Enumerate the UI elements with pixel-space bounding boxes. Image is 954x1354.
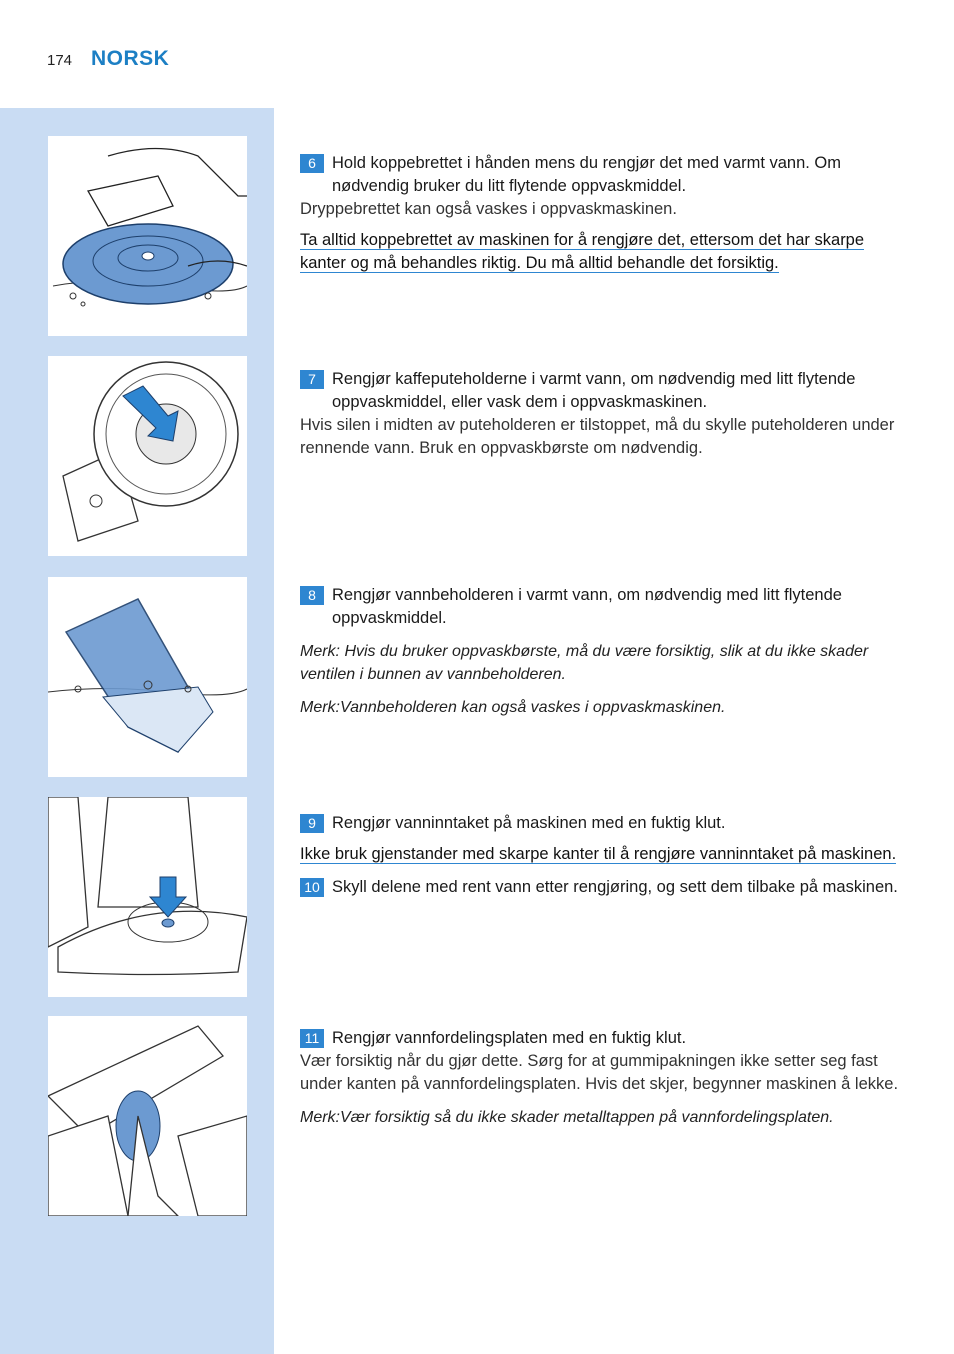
section-step-7	[300, 368, 910, 460]
warning-text: Ikke bruk gjenstander med skarpe kanter til å rengjøre vanninntaket på maskinen.	[300, 845, 897, 863]
figure-pointer	[247, 1028, 273, 1052]
warning-text: Ta alltid koppebrettet av maskinen for å rengjøre det, ettersom det har skarpe kanter og må behandles riktig. Du må alltid behandle det forsiktig.	[300, 231, 865, 272]
info-text: Hvis silen i midten av puteholderen er tilstoppet, må du skylle puteholderen under rennende vann. Bruk en oppvaskbørste om nødvendig.	[300, 416, 895, 457]
figure-pointer	[247, 152, 273, 176]
pad-holder-illustration	[48, 356, 247, 556]
step-text: Hold koppebrettet i hånden mens du rengjør det med varmt vann. Om nødvendig bruker du litt flytende oppvaskmiddel.	[332, 154, 842, 195]
note-text: Merk: Hvis du bruker oppvaskbørste, må du være forsiktig, slik at du ikke skader ventilen i bunnen av vannbeholderen.	[300, 643, 869, 683]
step-number-badge: 9	[300, 814, 324, 833]
water-inlet-illustration	[48, 797, 247, 997]
water-tank-illustration	[48, 577, 247, 777]
step-number-badge: 11	[300, 1029, 324, 1048]
step-text: Rengjør vannfordelingsplaten med en fuktig klut.	[332, 1029, 687, 1047]
section-step-6	[300, 152, 910, 275]
language-title: NORSK	[91, 47, 170, 70]
step-7	[300, 368, 910, 414]
step-11	[300, 1027, 910, 1050]
step-text: Skyll delene med rent vann etter rengjøring, og sett dem tilbake på maskinen.	[332, 878, 898, 896]
info-text: Dryppebrettet kan også vaskes i oppvaskmaskinen.	[300, 200, 677, 218]
step-number-badge: 10	[300, 878, 324, 897]
info-text: Vær forsiktig når du gjør dette. Sørg for at gummipakningen ikke setter seg fast under kanten på vannfordelingsplaten. Hvis det skjer, begynner maskinen å lekke.	[300, 1052, 899, 1093]
section-step-11	[300, 1027, 910, 1129]
section-step-8	[300, 584, 910, 719]
step-number-badge: 7	[300, 370, 324, 389]
step-number-badge: 6	[300, 154, 324, 173]
note-text: Merk:Vær forsiktig så du ikke skader metalltappen på vannfordelingsplaten.	[300, 1109, 834, 1126]
step-10	[300, 876, 910, 899]
note-text: Merk:Vannbeholderen kan også vaskes i oppvaskmaskinen.	[300, 699, 726, 716]
section-step-9	[300, 812, 910, 899]
step-number-badge: 8	[300, 586, 324, 605]
page-number: 174	[47, 52, 73, 69]
figure-pointer	[247, 810, 273, 834]
figure-pointer	[247, 588, 273, 612]
step-6	[300, 152, 910, 198]
step-text: Rengjør vannbeholderen i varmt vann, om nødvendig med litt flytende oppvaskmiddel.	[332, 586, 842, 627]
step-9	[300, 812, 910, 835]
cup-tray-illustration	[48, 136, 247, 336]
step-8	[300, 584, 910, 630]
step-text: Rengjør kaffeputeholderne i varmt vann, om nødvendig med litt flytende oppvaskmiddel, eller vask dem i oppvaskmaskinen.	[332, 370, 856, 411]
distribution-plate-illustration	[48, 1016, 247, 1216]
step-text: Rengjør vanninntaket på maskinen med en fuktig klut.	[332, 814, 726, 832]
figure-pointer	[247, 368, 273, 392]
